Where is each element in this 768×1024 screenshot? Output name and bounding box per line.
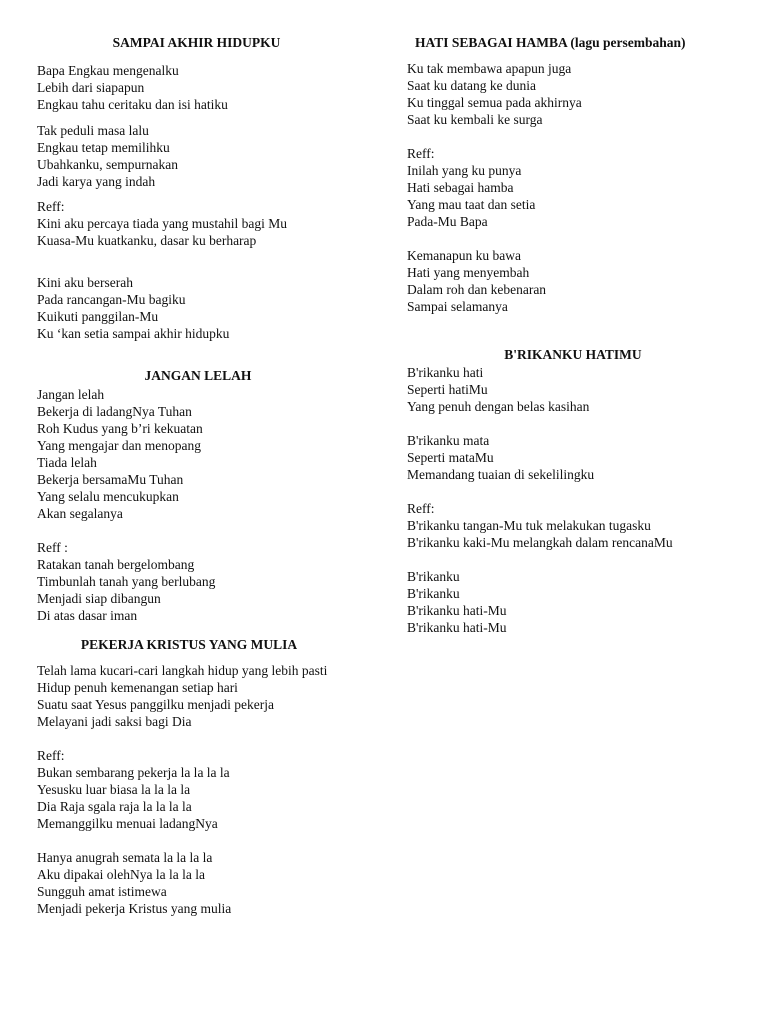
lyric-line: B'rikanku hati-Mu xyxy=(407,620,507,635)
stanza xyxy=(407,247,747,315)
lyric-line: Bukan sembarang pekerja la la la la xyxy=(37,765,230,780)
lyric-line: Engkau tahu ceritaku dan isi hatiku xyxy=(37,97,228,112)
lyric-line: Sungguh amat istimewa xyxy=(37,884,167,899)
lyric-line: Reff: xyxy=(407,501,435,516)
lyric-line: Ratakan tanah bergelombang xyxy=(37,557,195,572)
lyric-line: Hati sebagai hamba xyxy=(407,180,514,195)
stanza xyxy=(407,364,747,415)
lyric-line: B'rikanku tangan-Mu tuk melakukan tugasku xyxy=(407,518,651,533)
lyric-line: Yang selalu mencukupkan xyxy=(37,489,179,504)
lyric-line: Kuikuti panggilan-Mu xyxy=(37,309,159,324)
lyric-line: Tiada lelah xyxy=(37,455,97,470)
stanza xyxy=(407,145,747,230)
lyric-line: Hidup penuh kemenangan setiap hari xyxy=(37,680,238,695)
stanza xyxy=(37,274,359,342)
lyric-line: Yang mau taat dan setia xyxy=(407,197,536,212)
lyric-line: Jangan lelah xyxy=(37,387,105,402)
lyric-line: Lebih dari siapapun xyxy=(37,80,145,95)
song-title: PEKERJA KRISTUS YANG MULIA xyxy=(80,637,298,652)
lyric-line: Pada-Mu Bapa xyxy=(407,214,488,229)
stanza xyxy=(37,198,359,249)
lyric-line: Roh Kudus yang b’ri kekuatan xyxy=(37,421,203,436)
lyric-line: Kini aku percaya tiada yang mustahil bagi Mu xyxy=(37,216,288,231)
song-title: HATI SEBAGAI HAMBA (lagu persembahan) xyxy=(415,35,686,50)
lyric-line: Kuasa-Mu kuatkanku, dasar ku berharap xyxy=(37,233,257,248)
lyric-line: Dia Raja sgala raja la la la la xyxy=(37,799,192,814)
lyric-line: Melayani jadi saksi bagi Dia xyxy=(37,714,192,729)
lyric-line: Reff: xyxy=(37,748,65,763)
lyric-line: Reff : xyxy=(37,540,68,555)
lyric-line: Memandang tuaian di sekelilingku xyxy=(407,467,595,482)
lyric-line: Suatu saat Yesus panggilku menjadi pekerja xyxy=(37,697,274,712)
song-title: SAMPAI AKHIR HIDUPKU xyxy=(112,35,281,50)
lyric-line: Hati yang menyembah xyxy=(407,265,530,280)
lyric-line: Reff: xyxy=(37,199,65,214)
stanza xyxy=(407,568,747,636)
lyric-line: Saat ku datang ke dunia xyxy=(407,78,536,93)
stanza xyxy=(37,386,359,522)
lyric-line: Sampai selamanya xyxy=(407,299,508,314)
song-pekerja-kristus-yang-mulia xyxy=(37,636,359,917)
lyric-line: Kemanapun ku bawa xyxy=(407,248,521,263)
stanza xyxy=(37,662,359,730)
lyric-line: Di atas dasar iman xyxy=(37,608,138,623)
lyric-line: Ku tak membawa apapun juga xyxy=(407,61,572,76)
song-hati-sebagai-hamba xyxy=(407,34,747,315)
stanza xyxy=(37,849,359,917)
lyric-line: Akan segalanya xyxy=(37,506,123,521)
song-sampai-akhir-hidupku xyxy=(37,34,359,342)
lyric-line: Ubahkanku, sempurnakan xyxy=(37,157,178,172)
lyric-line: Inilah yang ku punya xyxy=(407,163,522,178)
stanza xyxy=(407,60,747,128)
song-brikanku-hatimu xyxy=(407,346,747,636)
song-title: B'RIKANKU HATIMU xyxy=(504,347,642,362)
lyric-line: B'rikanku kaki-Mu melangkah dalam rencanaMu xyxy=(407,535,673,550)
lyric-line: Hanya anugrah semata la la la la xyxy=(37,850,213,865)
lyric-line: Seperti mataMu xyxy=(407,450,494,465)
stanza xyxy=(407,432,747,483)
stanza xyxy=(37,747,359,832)
lyric-line: B'rikanku xyxy=(407,586,460,601)
lyric-line: Bapa Engkau mengenalku xyxy=(37,63,179,78)
lyric-line: Reff: xyxy=(407,146,435,161)
lyric-line: Seperti hatiMu xyxy=(407,382,488,397)
lyric-line: Aku dipakai olehNya la la la la xyxy=(37,867,205,882)
lyric-line: Bekerja di ladangNya Tuhan xyxy=(37,404,192,419)
stanza xyxy=(37,62,359,113)
stanza xyxy=(37,539,359,624)
lyric-line: Kini aku berserah xyxy=(37,275,133,290)
lyric-line: Pada rancangan-Mu bagiku xyxy=(37,292,186,307)
lyric-line: Menjadi siap dibangun xyxy=(37,591,161,606)
stanza xyxy=(37,122,359,190)
lyric-line: Ku ‘kan setia sampai akhir hidupku xyxy=(37,326,230,341)
lyric-line: Saat ku kembali ke surga xyxy=(407,112,543,127)
lyric-line: Yang penuh dengan belas kasihan xyxy=(407,399,590,414)
lyric-line: Dalam roh dan kebenaran xyxy=(407,282,547,297)
song-jangan-lelah xyxy=(37,367,359,624)
lyric-line: Engkau tetap memilihku xyxy=(37,140,170,155)
lyric-line: Bekerja bersamaMu Tuhan xyxy=(37,472,184,487)
lyric-line: B'rikanku mata xyxy=(407,433,490,448)
lyric-line: B'rikanku hati xyxy=(407,365,484,380)
lyric-line: Menjadi pekerja Kristus yang mulia xyxy=(37,901,232,916)
lyric-line: Telah lama kucari-cari langkah hidup yang lebih pasti xyxy=(37,663,328,678)
lyric-line: Ku tinggal semua pada akhirnya xyxy=(407,95,582,110)
lyric-line: Timbunlah tanah yang berlubang xyxy=(37,574,216,589)
lyric-line: B'rikanku hati-Mu xyxy=(407,603,507,618)
stanza xyxy=(407,500,747,551)
lyric-line: Yesusku luar biasa la la la la xyxy=(37,782,191,797)
lyric-line: Tak peduli masa lalu xyxy=(37,123,149,138)
song-title: JANGAN LELAH xyxy=(144,368,252,383)
lyric-line: B'rikanku xyxy=(407,569,460,584)
lyric-line: Yang mengajar dan menopang xyxy=(37,438,201,453)
lyric-line: Jadi karya yang indah xyxy=(37,174,156,189)
lyric-line: Memanggilku menuai ladangNya xyxy=(37,816,218,831)
